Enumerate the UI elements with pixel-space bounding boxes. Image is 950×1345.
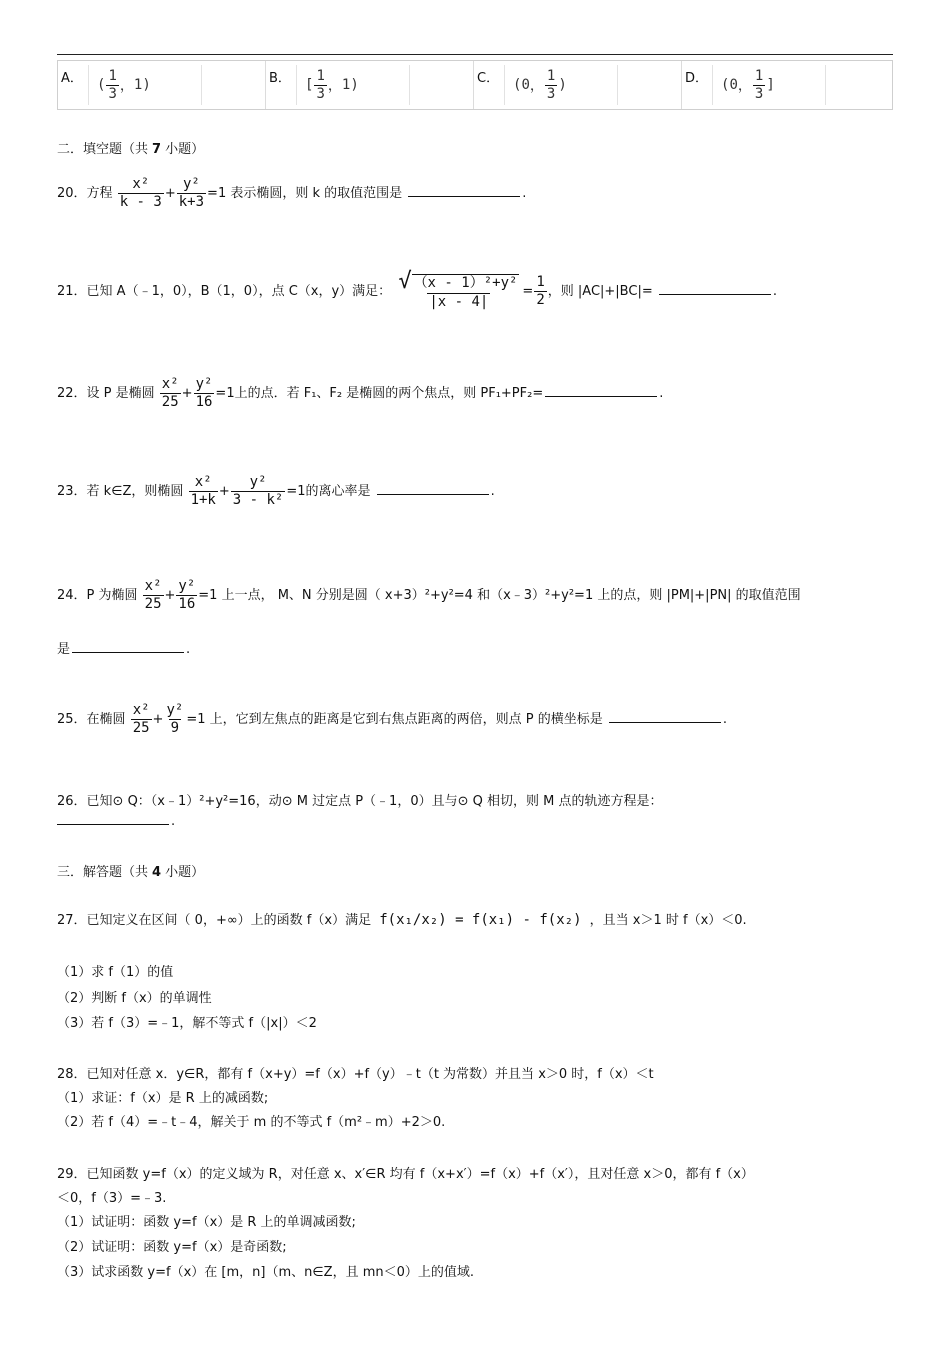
question-27: 27．已知定义在区间（ 0，+∞）上的函数 f（x）满足 f(x₁/x₂) = f(x₁) - f(x₂) ，且当 x＞1 时 f（x）＜0. [57, 912, 747, 928]
option-math-box [504, 65, 618, 105]
answer-blank[interactable] [408, 186, 520, 197]
sub-question: （2）判断 f（x）的单调性 [57, 991, 212, 1006]
fraction: $\frac{1}{3}$ [546, 67, 556, 102]
option-label: B． [269, 71, 291, 86]
interval-expression: ( 0 ， $\frac{1}{3}$ ) [513, 67, 567, 102]
functional-equation: f(x₁/x₂) = f(x₁) - f(x₂) [379, 912, 582, 928]
answer-blank[interactable] [377, 484, 489, 495]
question-21: 21．已知 A（﹣1，0），B（1，0），点 C（x，y）满足： √ （x - 1）²+y² |x - 4| = $\frac{1}{2}$ ，则 |AC|+|BC|= . [57, 269, 777, 310]
option-math-box [296, 65, 410, 105]
answer-blank[interactable] [545, 386, 657, 397]
sub-question: （1）试证明：函数 y=f（x）是 R 上的单调减函数; [57, 1215, 356, 1230]
question-26: 26．已知⊙ Q：（x﹣1）²+y²=16，动⊙ M 过定点 P（﹣1，0）且与⊙ Q 相切，则 M 点的轨迹方程是： [57, 794, 663, 809]
question-25: 25．在椭圆 $\frac{\text{x²}}{25}$ + $\frac{\text{y²}}{9}$ =1 上，它到左焦点的距离是它到右焦点距离的两倍，则点 P 的横坐标是 . [57, 702, 727, 736]
fraction: $\frac{\text{x²}}{25}$ [144, 578, 162, 612]
question-29: 29．已知函数 y=f（x）的定义域为 R，对任意 x、x′∈R 均有 f（x+x′）=f（x）+f（x′），且对任意 x＞0，都有 f（x） [57, 1167, 754, 1182]
option-c[interactable] [474, 61, 682, 109]
section-heading-solutions: 三．解答题（共 4 小题） [57, 865, 205, 880]
fraction: $\frac{\text{y²}}{\text{3 - k²}}$ [232, 474, 284, 508]
fraction: $\frac{\text{y²}}{k+3}$ [178, 176, 205, 210]
fraction: $\frac{1}{3}$ [316, 67, 325, 102]
fraction: $\frac{1}{3}$ [108, 67, 117, 102]
top-rule [57, 54, 893, 55]
option-label: D． [685, 71, 709, 86]
fraction: $\frac{\text{x²}}{25}$ [132, 702, 150, 736]
question-22: 22．设 P 是椭圆 $\frac{\text{x²}}{25}$ + $\frac{\text{y²}}{16}$ =1上的点．若 F₁、F₂ 是椭圆的两个焦点，则 PF₁+PF₂= . [57, 376, 664, 410]
fraction: $\frac{\text{y²}}{16}$ [195, 376, 213, 410]
question-23: 23．若 k∈Z，则椭圆 $\frac{\text{x²}}{1+k}$ + $\frac{\text{y²}}{\text{3 - k²}}$ =1的离心率是 . [57, 474, 495, 508]
sub-question: （3）若 f（3）=﹣1，解不等式 f（|x|）＜2 [57, 1016, 317, 1031]
interval-expression: ( 0 ， $\frac{1}{3}$ ] [721, 67, 775, 102]
question-24-line2: 是 . [57, 642, 191, 657]
sub-question: （1）求 f（1）的值 [57, 965, 174, 980]
option-label: A． [61, 71, 83, 86]
answer-options-table [57, 60, 893, 110]
question-24: 24．P 为椭圆 $\frac{\text{x²}}{25}$ + $\frac{\text{y²}}{16}$ =1 上一点， M、N 分别是圆（ x+3）²+y²=4 和（x﹣3）²+y²=1 上的点，则 |PM|+|PN| 的取值范围 [57, 578, 801, 612]
fraction: $\frac{1}{2}$ [536, 274, 545, 308]
answer-blank[interactable] [609, 712, 721, 723]
sub-question: （1）求证：f（x）是 R 上的减函数; [57, 1091, 269, 1106]
question-26-line2: . [57, 814, 175, 829]
fraction: $\frac{\text{x²}}{25}$ [161, 376, 179, 410]
option-d[interactable] [682, 61, 890, 109]
interval-expression: ( $\frac{1}{3}$ ， 1 ) [97, 67, 151, 102]
fraction: $\frac{\text{x²}}{1+k}$ [190, 474, 216, 508]
sub-question: （2）试证明：函数 y=f（x）是奇函数; [57, 1240, 287, 1255]
fraction: $\frac{\text{x²}}{k - 3}$ [119, 176, 162, 210]
question-28: 28．已知对任意 x．y∈R，都有 f（x+y）=f（x）+f（y）﹣t（t 为常数）并且当 x＞0 时，f（x）＜t [57, 1067, 654, 1082]
answer-blank[interactable] [72, 642, 184, 653]
section-heading-fill-in: 二．填空题（共 7 小题） [57, 142, 205, 157]
option-a[interactable] [58, 61, 266, 109]
question-20: 20．方程 $\frac{\text{x²}}{k - 3}$ + $\frac{\text{y²}}{k+3}$ =1 表示椭圆，则 k 的取值范围是 . [57, 176, 527, 210]
fraction: $\frac{1}{3}$ [754, 67, 764, 102]
sqrt-fraction: √ （x - 1）²+y² |x - 4| [398, 269, 518, 310]
option-math-box [88, 65, 202, 105]
option-math-box [712, 65, 826, 105]
interval-expression: [ $\frac{1}{3}$ ， 1 ) [305, 67, 359, 102]
question-29-line2: ＜0，f（3）=﹣3. [57, 1191, 167, 1206]
option-label: C． [477, 71, 500, 86]
sub-question: （3）试求函数 y=f（x）在 [m，n]（m、n∈Z，且 mn＜0）上的值域. [57, 1265, 475, 1280]
option-b[interactable] [266, 61, 474, 109]
fraction: $\frac{\text{y²}}{9}$ [166, 702, 184, 736]
answer-blank[interactable] [659, 284, 771, 295]
fraction: $\frac{\text{y²}}{16}$ [178, 578, 196, 612]
answer-blank[interactable] [57, 814, 169, 825]
sub-question: （2）若 f（4）=﹣t﹣4，解关于 m 的不等式 f（m²﹣m）+2＞0. [57, 1115, 446, 1130]
